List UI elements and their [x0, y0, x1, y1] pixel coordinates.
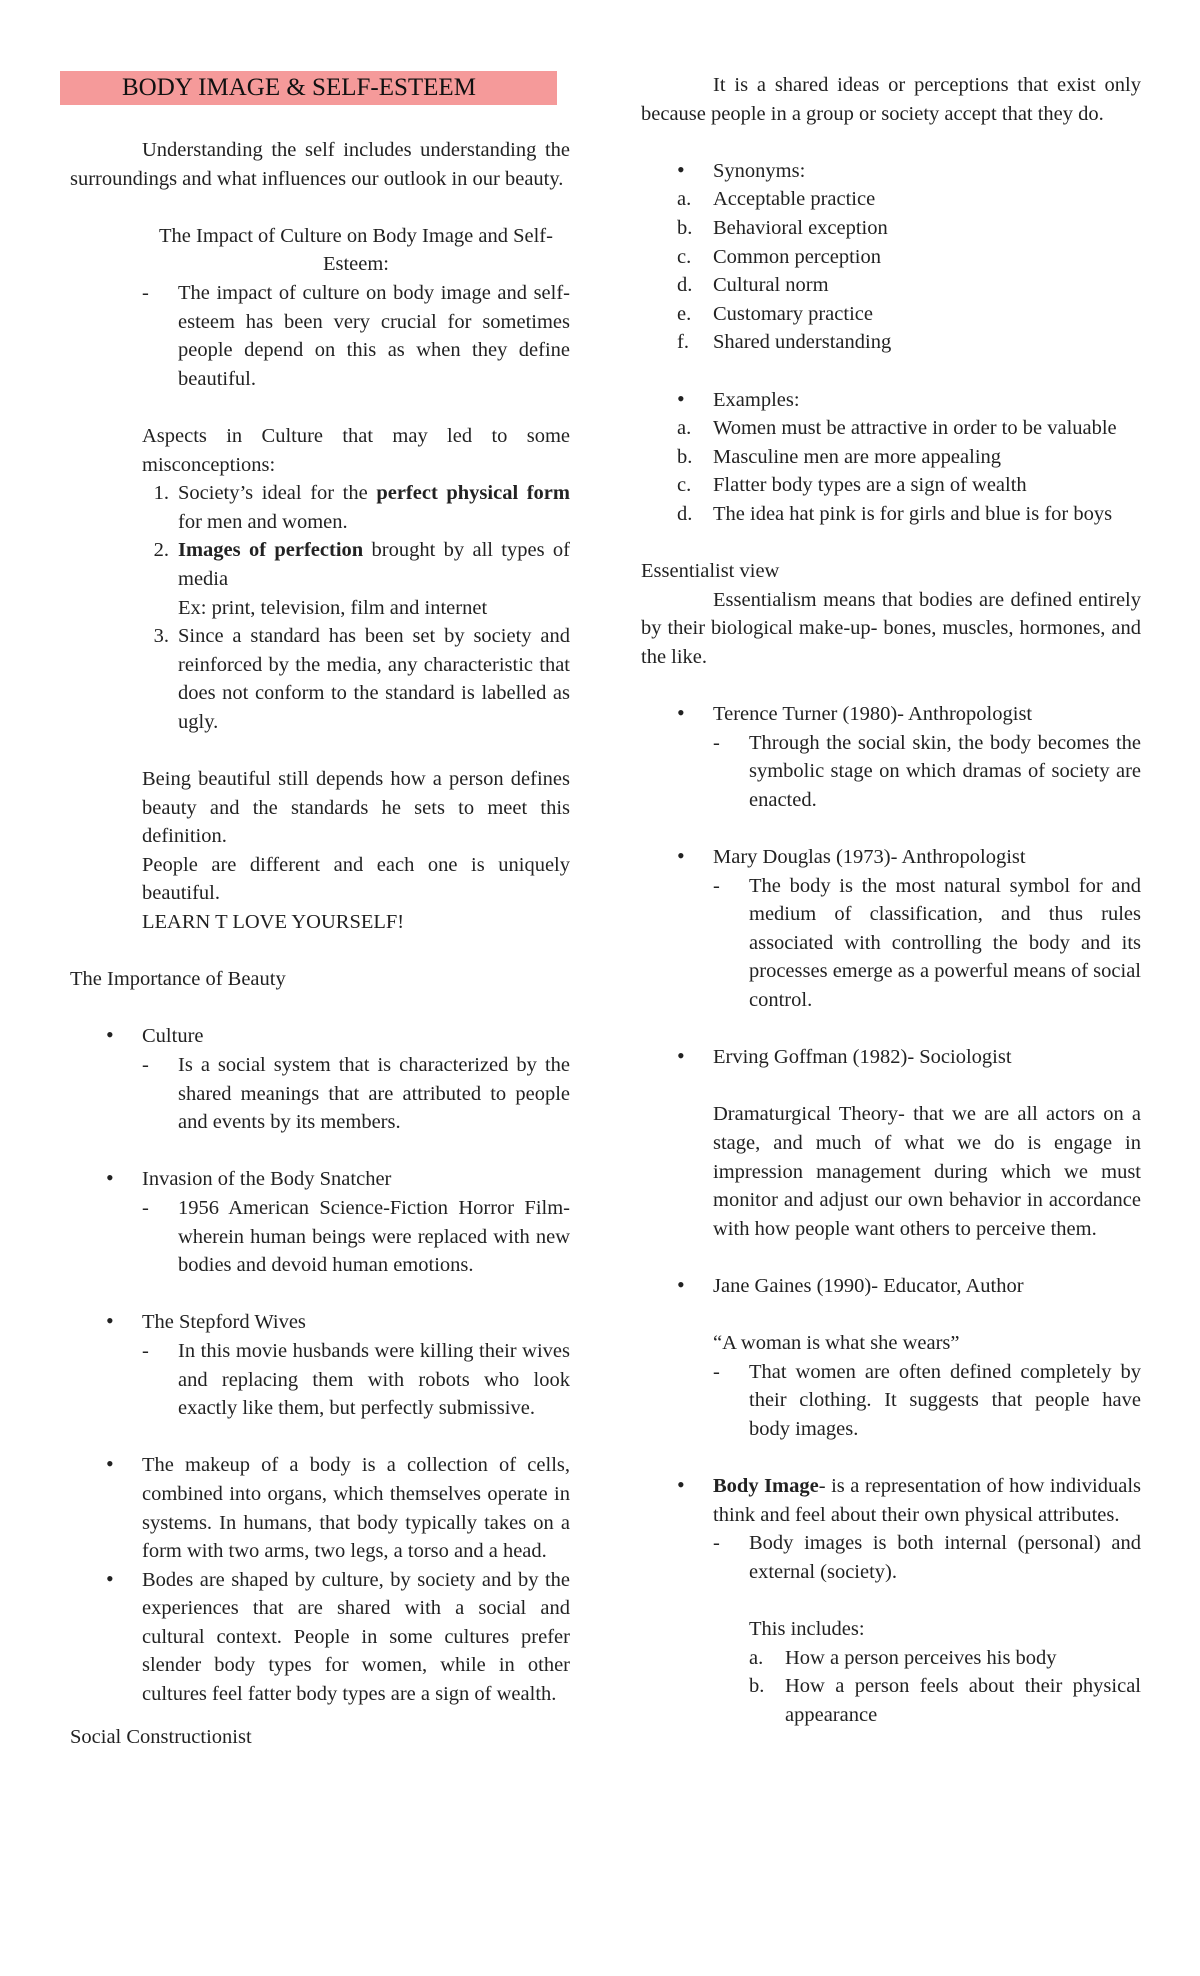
turner-sub — [641, 729, 1141, 815]
list-text: Acceptable practice — [713, 188, 876, 211]
sub-text: The body is the most natural symbol for and medium of classification, and thus rules associated with controlling the body and its processes emerge as a powerful means of social control. — [749, 874, 1141, 1011]
aspect-item-3 — [70, 622, 570, 736]
list-marker: f. — [677, 331, 689, 354]
list-marker: b. — [677, 216, 693, 239]
different-paragraph: People are different and each one is uniquely beautiful. — [142, 853, 570, 905]
bullet-label: The Stepford Wives — [142, 1311, 306, 1334]
importance-heading: The Importance of Beauty — [70, 968, 286, 991]
synonym-item — [641, 243, 1141, 272]
list-text: Behavioral exception — [713, 216, 888, 239]
dash-marker: - — [142, 1196, 149, 1219]
bullet-text: The makeup of a body is a collection of cells, combined into organs, which themselves operate in systems. In humans, that body typically takes on a form with two arms, two legs, a torso and a head. — [142, 1454, 570, 1563]
bullet-marker: • — [106, 1165, 114, 1191]
invasion-sub — [70, 1194, 570, 1280]
bullet-label: Synonyms: — [713, 159, 806, 182]
bullet-goffman — [641, 1043, 1141, 1072]
list-marker: a. — [677, 188, 692, 211]
gaines-quote: “A woman is what she wears” — [713, 1332, 960, 1355]
list-marker: a. — [749, 1646, 764, 1669]
list-text: Customary practice — [713, 302, 873, 325]
bullet-label: Erving Goffman (1982)- Sociologist — [713, 1046, 1012, 1069]
list-marker: d. — [677, 502, 693, 525]
synonym-item — [641, 185, 1141, 214]
essentialist-paragraph: Essentialism means that bodies are defined entirely by their biological make-up- bones, muscles, hormones, and the like. — [641, 588, 1141, 668]
page-title — [60, 71, 557, 105]
social-constructionist-heading: Social Constructionist — [70, 1725, 252, 1748]
bullet-text: Bodes are shaped by culture, by society and by the experiences that are shared with a social and cultural context. People in some cultures prefer slender body types for women, while in other cultures feel fatter body types are a sign of wealth. — [142, 1568, 570, 1706]
stepford-sub — [70, 1337, 570, 1423]
bullet-marker: • — [677, 1271, 685, 1297]
aspect-text: Since a standard has been set by society and reinforced by the media, any characteristic that does not conform to the standard is labelled as ugly. — [178, 625, 570, 733]
aspect-item-2 — [70, 536, 570, 622]
bullet-turner — [641, 700, 1141, 729]
list-marker: c. — [677, 474, 692, 497]
bullet-label: Examples: — [713, 388, 800, 411]
impact-item — [142, 279, 570, 393]
bullet-culture — [70, 1022, 570, 1051]
bullet-examples — [641, 386, 1141, 415]
goffman-paragraph: Dramaturgical Theory- that we are all actors on a stage, and much of what we do is engage in impression management during which we must monitor and adjust our own behavior in accordance with how people want others to perceive them. — [713, 1103, 1141, 1240]
bullet-makeup — [70, 1451, 570, 1565]
list-text: The idea hat pink is for girls and blue is for boys — [713, 502, 1113, 525]
sub-text: In this movie husbands were killing their wives and replacing them with robots who look exactly like them, but perfectly submissive. — [178, 1339, 570, 1420]
bullet-marker: • — [677, 156, 685, 182]
bullet-label: Culture — [142, 1025, 204, 1048]
synonym-item — [641, 300, 1141, 329]
left-column — [70, 136, 570, 1751]
learn-paragraph: LEARN T LOVE YOURSELF! — [142, 911, 405, 934]
aspect-marker: 2. — [153, 539, 169, 562]
intro-paragraph: Understanding the self includes understanding the surroundings and what influences our outlook in our beauty. — [70, 139, 570, 190]
dash-marker: - — [713, 1360, 720, 1383]
dash-marker: - — [713, 1532, 720, 1555]
essentialist-heading: Essentialist view — [641, 560, 780, 583]
bullet-marker: • — [106, 1451, 114, 1477]
list-marker: b. — [749, 1675, 765, 1698]
bullet-label: Mary Douglas (1973)- Anthropologist — [713, 846, 1026, 869]
dash-marker: - — [713, 874, 720, 897]
list-marker: e. — [677, 302, 692, 325]
sub-text: Through the social skin, the body becomes the symbolic stage on which dramas of society are enacted. — [749, 731, 1141, 811]
list-text: Common perception — [713, 245, 881, 268]
example-item — [641, 414, 1141, 443]
includes-item — [641, 1672, 1141, 1729]
impact-text: The impact of culture on body image and self-esteem has been very crucial for sometimes people depend on this as when they define beautiful. — [178, 281, 570, 390]
body-image-sub — [641, 1529, 1141, 1586]
aspect-item-1 — [70, 479, 570, 536]
list-text: How a person perceives his body — [785, 1646, 1057, 1669]
bullet-gaines — [641, 1272, 1141, 1301]
gaines-sub — [641, 1358, 1141, 1444]
impact-heading: The Impact of Culture on Body Image and Self-Esteem: — [159, 224, 553, 276]
list-text: Cultural norm — [713, 274, 829, 297]
bullet-douglas — [641, 843, 1141, 872]
example-item — [641, 500, 1141, 529]
aspect-bold: perfect physical form — [376, 482, 570, 505]
bullet-body-image — [641, 1472, 1141, 1529]
bullet-stepford — [70, 1308, 570, 1337]
list-text: Flatter body types are a sign of wealth — [713, 474, 1027, 497]
bullet-marker: • — [677, 1472, 685, 1498]
aspect-example: Ex: print, television, film and internet — [178, 596, 488, 619]
sub-text: Is a social system that is characterized by the shared meanings that are attributed to people and events by its members. — [178, 1054, 570, 1134]
list-text: Shared understanding — [713, 331, 892, 354]
sub-text: 1956 American Science-Fiction Horror Film- wherein human beings were replaced with new bodies and devoid human emotions. — [178, 1196, 570, 1277]
beautiful-paragraph: Being beautiful still depends how a person defines beauty and the standards he sets to meet this definition. — [142, 768, 570, 848]
example-item — [641, 443, 1141, 472]
aspect-marker: 3. — [153, 625, 169, 648]
bullet-label: Invasion of the Body Snatcher — [142, 1168, 392, 1191]
list-text: Masculine men are more appealing — [713, 445, 1002, 468]
bullet-synonyms — [641, 157, 1141, 186]
list-text: Women must be attractive in order to be valuable — [713, 417, 1117, 440]
douglas-sub — [641, 872, 1141, 1015]
dash-marker: - — [142, 281, 149, 304]
list-marker: b. — [677, 445, 693, 468]
aspect-text: brought by all types of media — [178, 539, 570, 590]
example-item — [641, 471, 1141, 500]
bullet-marker: • — [677, 1043, 685, 1069]
bullet-text: - is a representation of how individuals think and feel about their own physical attributes. — [713, 1475, 1142, 1526]
aspect-bold: Images of perfection — [178, 539, 364, 562]
bullet-marker: • — [106, 1308, 114, 1334]
synonym-item — [641, 328, 1141, 357]
bullet-invasion — [70, 1165, 570, 1194]
includes-label: This includes: — [749, 1618, 865, 1641]
sub-text: Body images is both internal (personal) and external (society). — [749, 1532, 1141, 1583]
body-image-term: Body Image — [713, 1475, 819, 1498]
aspect-text: Society’s ideal for the — [178, 482, 377, 505]
list-marker: a. — [677, 417, 692, 440]
bullet-marker: • — [677, 843, 685, 869]
synonym-item — [641, 271, 1141, 300]
bullet-label: Jane Gaines (1990)- Educator, Author — [713, 1274, 1024, 1297]
bullet-marker: • — [106, 1022, 114, 1048]
synonym-item — [641, 214, 1141, 243]
list-marker: d. — [677, 274, 693, 297]
aspects-heading: Aspects in Culture that may led to some misconceptions: — [142, 424, 570, 476]
dash-marker: - — [142, 1339, 149, 1362]
includes-item — [641, 1644, 1141, 1673]
page-title-text: BODY IMAGE & SELF-ESTEEM — [122, 74, 476, 101]
bullet-label: Terence Turner (1980)- Anthropologist — [713, 703, 1033, 726]
right-column — [641, 71, 1141, 1729]
bullet-bodes — [70, 1566, 570, 1709]
list-text: How a person feels about their physical appearance — [785, 1675, 1141, 1726]
list-marker: c. — [677, 245, 692, 268]
culture-sub — [70, 1051, 570, 1137]
dash-marker: - — [713, 731, 720, 754]
aspect-text: for men and women. — [178, 510, 348, 533]
sub-text: That women are often defined completely by their clothing. It suggests that people have body images. — [749, 1360, 1141, 1440]
aspect-marker: 1. — [153, 482, 169, 505]
dash-marker: - — [142, 1054, 149, 1076]
shared-paragraph: It is a shared ideas or perceptions that exist only because people in a group or society accept that they do. — [641, 74, 1141, 125]
bullet-marker: • — [677, 700, 685, 726]
bullet-marker: • — [106, 1565, 114, 1591]
bullet-marker: • — [677, 385, 685, 411]
